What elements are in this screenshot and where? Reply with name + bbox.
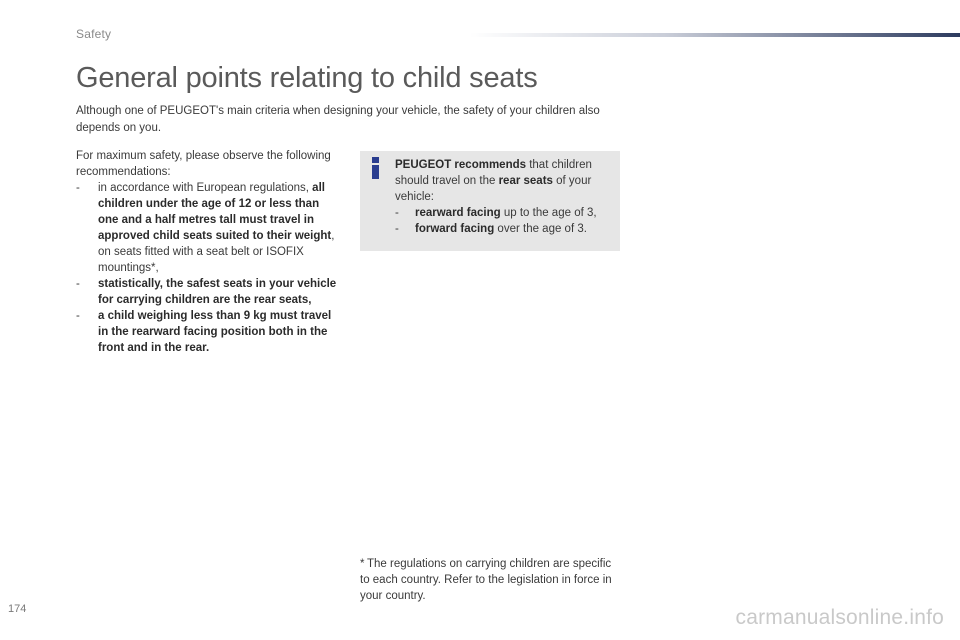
footnote-star: *: [360, 558, 365, 570]
bullet-text: [98, 276, 338, 308]
bullet-text-bold: rearward facing: [415, 207, 501, 219]
page-number: 174: [8, 603, 27, 615]
bullet-text-bold: a child weighing less than 9 kg must travel in the rearward facing position both in the front and in the rear.: [98, 310, 332, 354]
info-text-plain: of your vehicle:: [395, 175, 592, 203]
info-brand-bold: PEUGEOT recommends: [395, 159, 527, 171]
list-item: [76, 180, 338, 276]
footnote-text: The regulations on carrying children are specific to each country. Refer to the legislation in force in your country.: [360, 558, 612, 602]
bullet-text-plain: , on seats fitted with a seat belt or ISOFIX mountings*,: [98, 230, 335, 274]
footnote: [360, 556, 620, 604]
bullet-text-bold: all children under the age of 12 or less than one and a half metres tall must travel in approved child seats suited to their weight: [98, 182, 332, 242]
bullet-dash: -: [76, 310, 80, 322]
list-item: [395, 205, 617, 221]
list-item: [395, 221, 617, 237]
bullet-text-plain: over the age of 3.: [494, 223, 587, 235]
list-item: [76, 276, 338, 308]
intro-paragraph: Although one of PEUGEOT's main criteria when designing your vehicle, the safety of your children also depends on you.: [76, 105, 600, 134]
bullet-text: [98, 180, 338, 276]
bullet-text-plain: in accordance with European regulations,: [98, 182, 313, 194]
header-gradient-bar: [470, 33, 960, 37]
info-text: [395, 157, 617, 237]
info-icon: [369, 157, 383, 179]
info-rear-bold: rear seats: [498, 175, 553, 187]
recommendations-lead: For maximum safety, please observe the following recommendations:: [76, 150, 331, 178]
page-title: General points relating to child seats: [76, 62, 538, 94]
bullet-dash: -: [395, 207, 399, 219]
bullet-text: [98, 308, 338, 356]
info-text-plain: that children should travel on the: [395, 159, 592, 187]
bullet-text-bold: forward facing: [415, 223, 495, 235]
bullet-text-bold: statistically, the safest seats in your vehicle for carrying children are the rear seats,: [98, 278, 337, 306]
bullet-dash: -: [76, 182, 80, 194]
info-box: [360, 151, 620, 251]
bullet-dash: -: [76, 278, 80, 290]
bullet-text-plain: up to the age of 3,: [500, 207, 597, 219]
recommendations-column: [76, 148, 338, 356]
list-item: [76, 308, 338, 356]
info-paragraph: [395, 157, 617, 205]
bullet-text: [415, 221, 617, 237]
bullet-text: [415, 205, 617, 221]
section-label: Safety: [76, 27, 112, 41]
bullet-dash: -: [395, 223, 399, 235]
watermark: carmanualsonline.info: [735, 606, 944, 629]
